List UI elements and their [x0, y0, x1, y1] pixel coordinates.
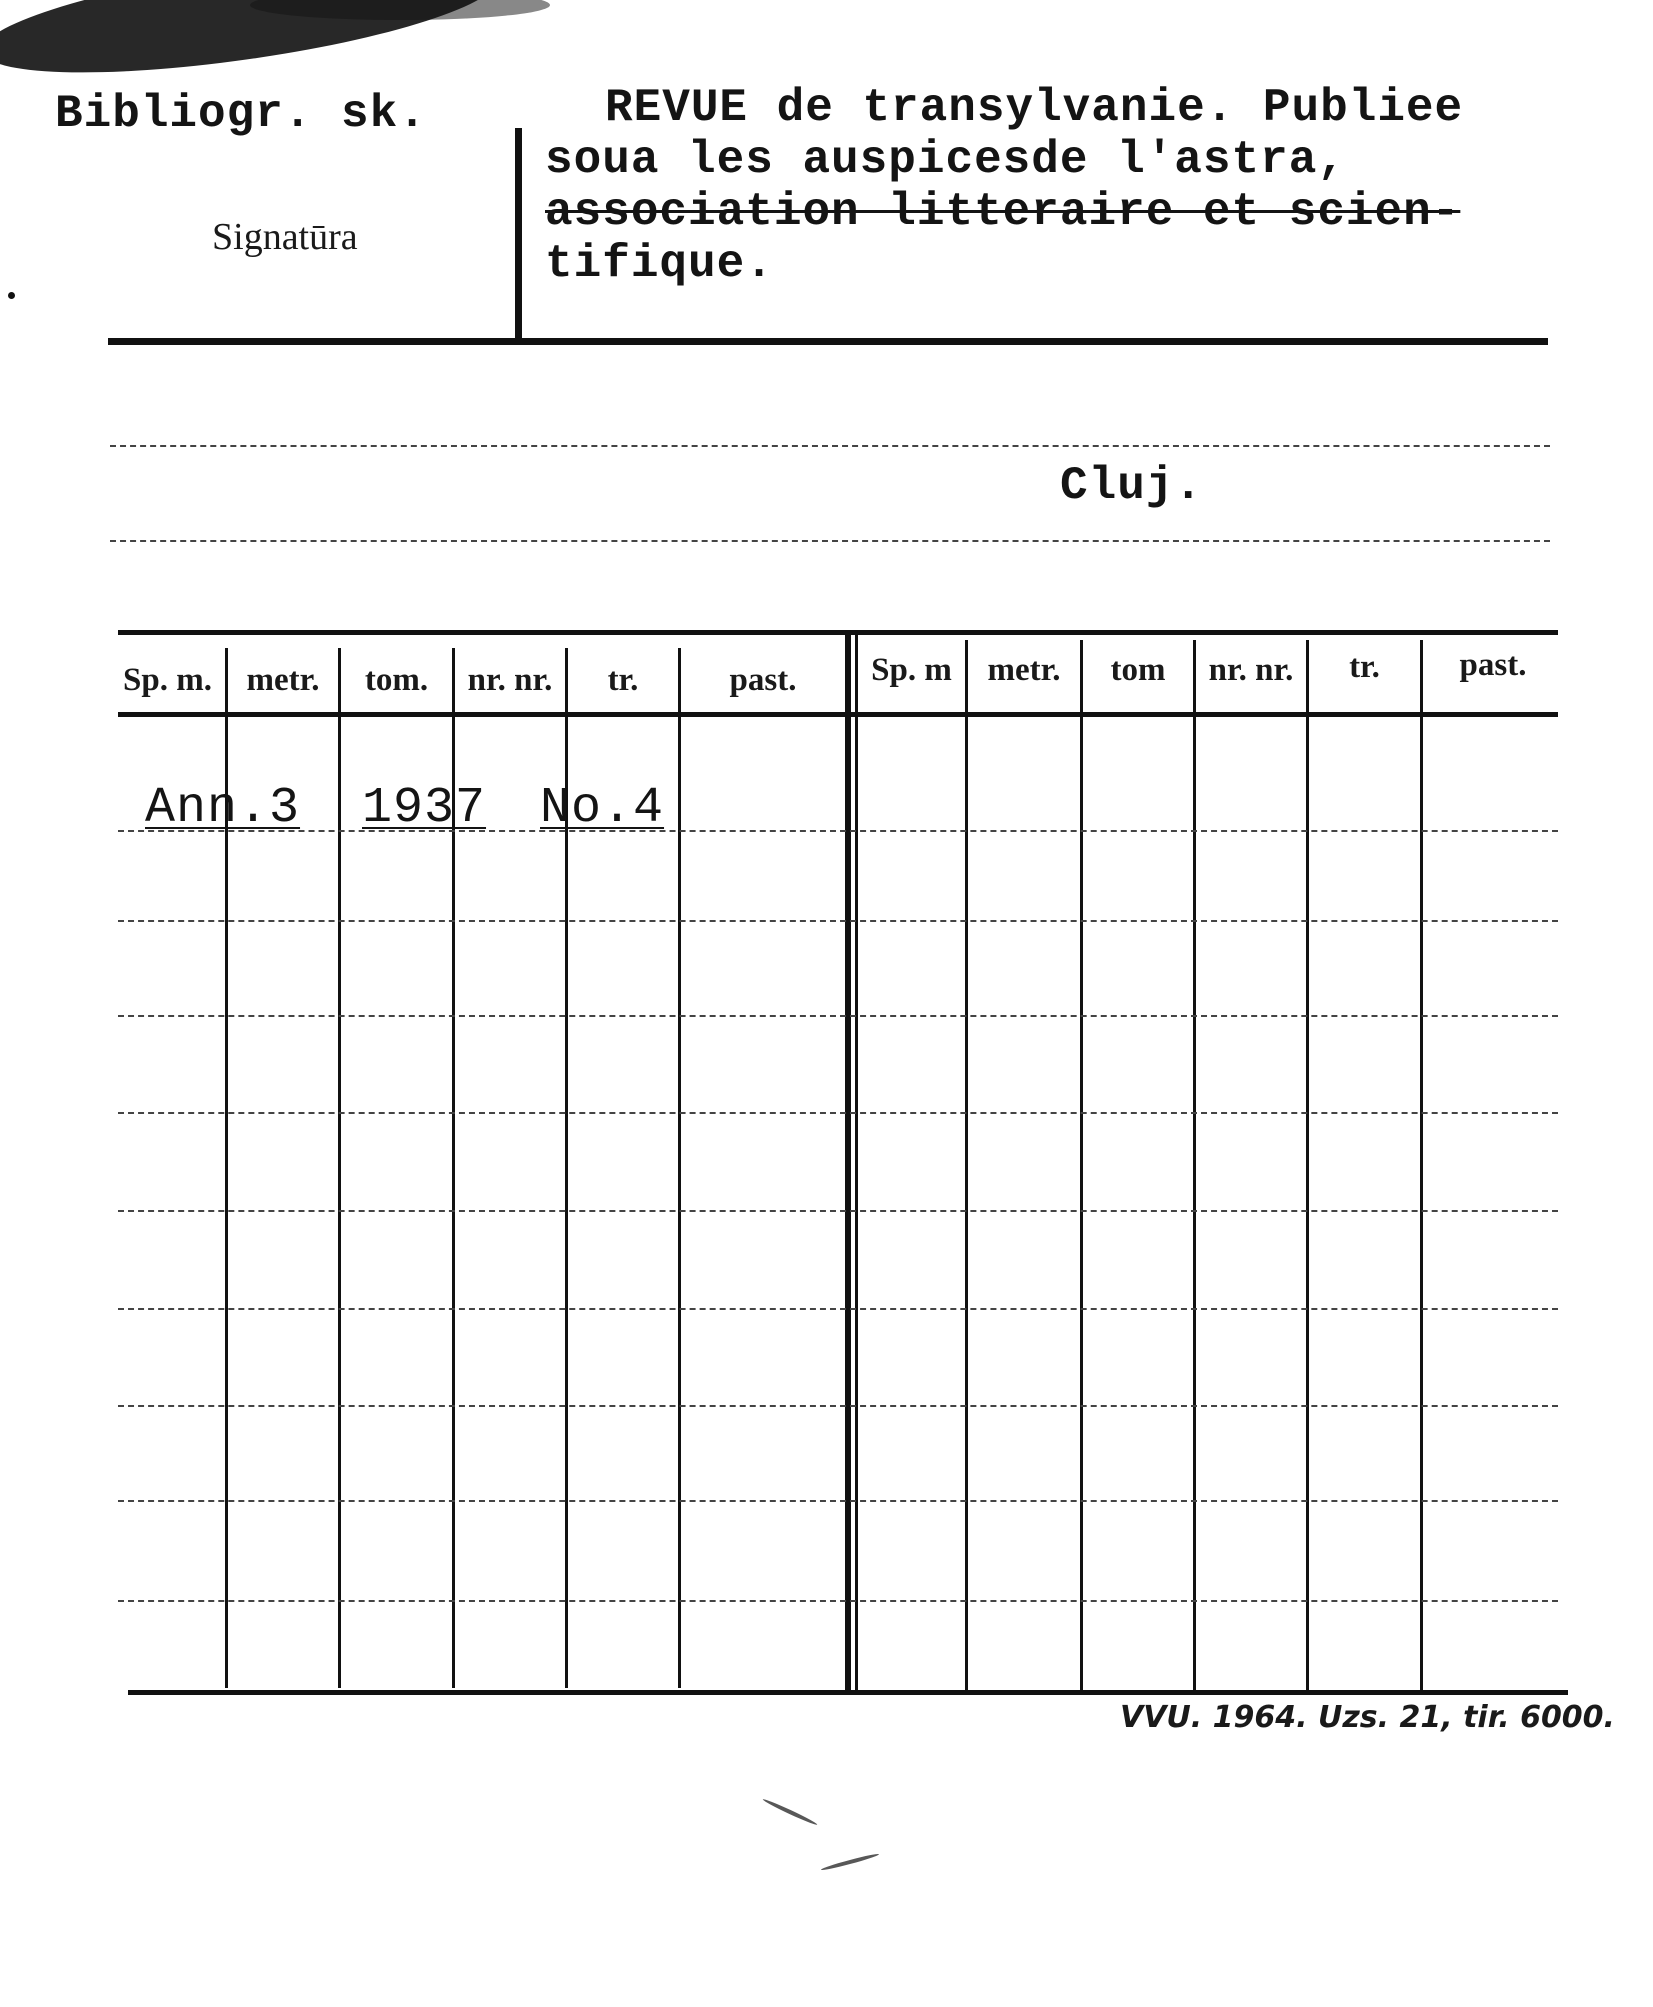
row-line	[118, 1500, 1558, 1502]
row-line	[118, 1210, 1558, 1212]
column-header: nr. nr.	[467, 662, 553, 698]
column-header: tom.	[364, 662, 429, 698]
column-header: Sp. m	[871, 652, 952, 688]
row-line	[118, 1405, 1558, 1407]
row-line	[118, 920, 1558, 922]
header-divider	[515, 128, 522, 338]
column-divider	[965, 640, 968, 1690]
column-header: tom	[1110, 652, 1166, 688]
signature-label: Signatūra	[212, 216, 358, 258]
column-header: past.	[1459, 647, 1527, 683]
column-header: past.	[729, 662, 797, 698]
row-line	[118, 1600, 1558, 1602]
row-line	[118, 1015, 1558, 1017]
ink-mark	[821, 1852, 880, 1871]
column-header: Sp. m.	[123, 662, 212, 698]
print-run-note: VVU. 1964. Uzs. 21, tir. 6000.	[1120, 1700, 1615, 1735]
center-divider	[855, 630, 858, 1695]
column-divider	[1193, 640, 1196, 1690]
table-header-rule	[118, 712, 1558, 717]
entry-number: No.4	[540, 780, 665, 837]
row-line	[118, 1308, 1558, 1310]
column-header: metr.	[987, 652, 1061, 688]
column-header: tr.	[607, 662, 639, 698]
place-of-publication: Cluj.	[1060, 460, 1204, 512]
column-divider	[678, 648, 681, 1688]
entry-volume: Ann.3	[145, 780, 301, 837]
header-rule	[108, 338, 1548, 345]
department-code: Bibliogr. sk.	[55, 88, 427, 140]
ink-mark	[762, 1798, 818, 1827]
column-divider	[338, 648, 341, 1688]
column-divider	[1420, 640, 1423, 1690]
ink-dot	[8, 292, 15, 299]
column-header: tr.	[1349, 649, 1380, 685]
title-line: association litteraire et scien-	[545, 186, 1461, 238]
column-divider	[1306, 640, 1309, 1690]
title-line: REVUE de transylvanie. Publiee	[605, 82, 1464, 134]
center-divider	[845, 630, 851, 1695]
title-block	[545, 82, 1605, 290]
title-line: tifique.	[545, 238, 774, 290]
column-divider	[1080, 640, 1083, 1690]
column-header: metr.	[246, 662, 320, 698]
entry-year: 1937	[362, 780, 487, 837]
row-line	[118, 1112, 1558, 1114]
title-line: soua les auspicesde l'astra,	[545, 134, 1346, 186]
row-line	[118, 830, 1558, 832]
guide-line	[110, 445, 1550, 447]
guide-line	[110, 540, 1550, 542]
column-header: nr. nr.	[1208, 652, 1294, 688]
table-top-rule	[118, 630, 1558, 635]
